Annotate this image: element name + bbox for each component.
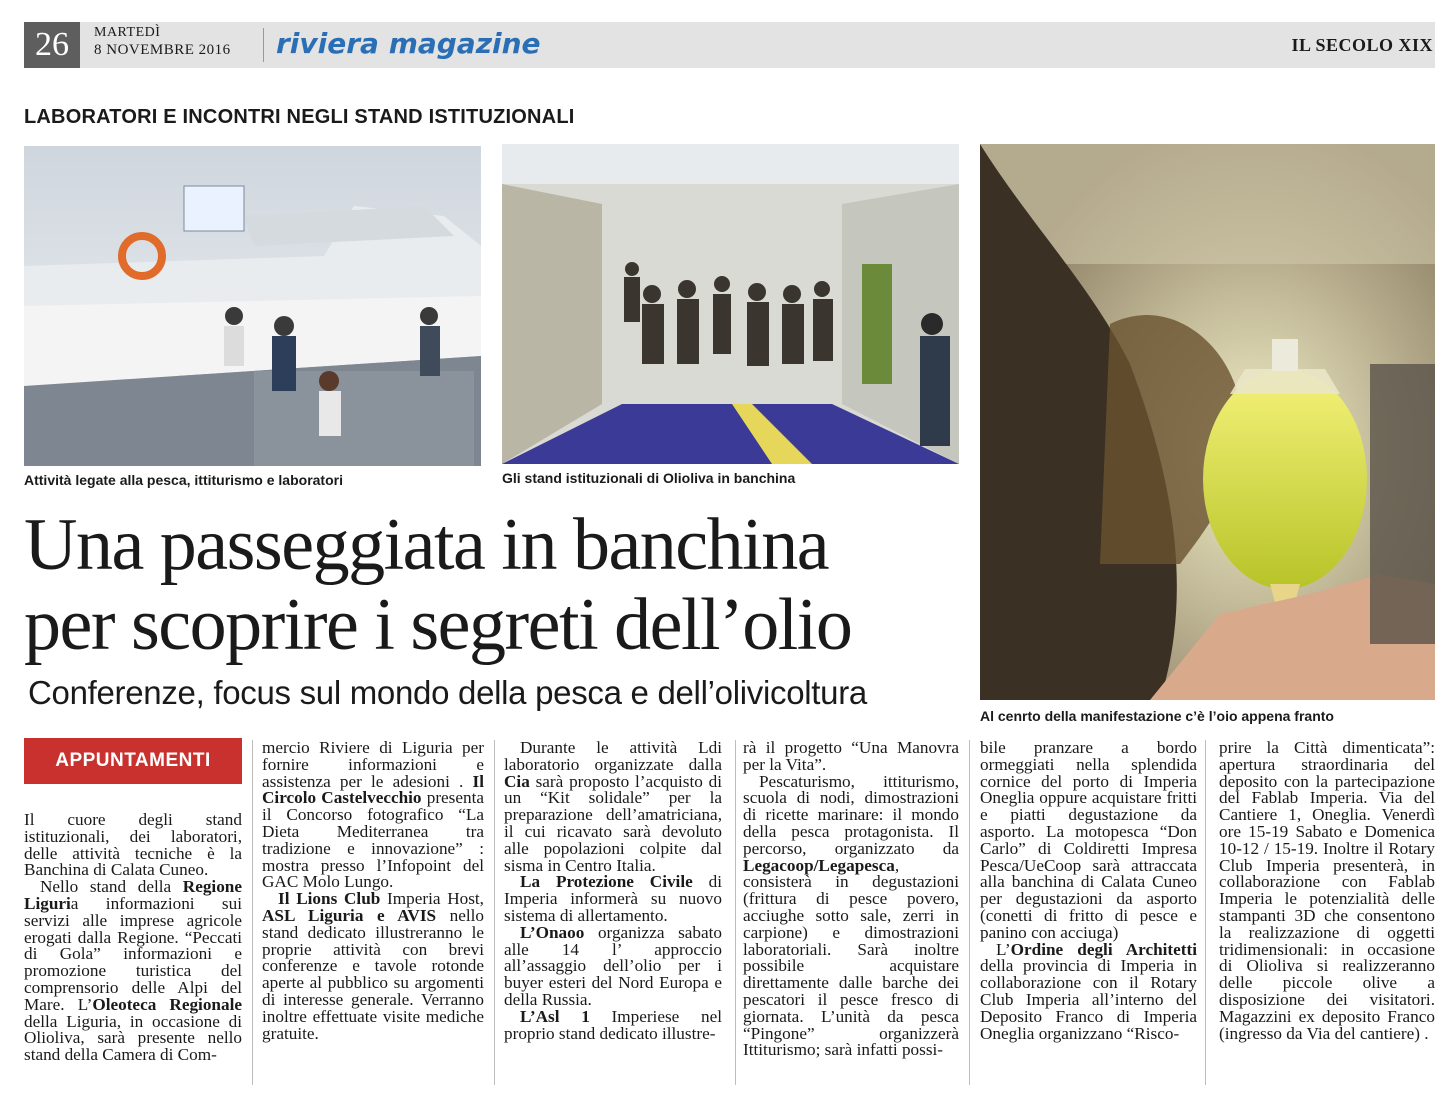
paragraph: L’Onaoo organizza sabato alle 14 l’ approccio all’assaggio dell’olio per i buyer esteri del Nord Europa e della Russia. bbox=[504, 922, 722, 1009]
paragraph: rà il progetto “Una Manovra per la Vita”. bbox=[743, 738, 959, 774]
issue-day: MARTEDÌ bbox=[94, 25, 161, 40]
article-column-4 bbox=[743, 740, 959, 1059]
article-column-2 bbox=[262, 740, 484, 1042]
stands-photo bbox=[502, 144, 959, 464]
paragraph: prire la Città dimenticata”: apertura straordinaria del deposito con la partecipazione del Fablab Imperia. Via del Cantiere 1, Oneglia. Venerdì ore 15-19 Sabato e Domenica 10-12 / 15-19. Inoltre il Rotary Club Imperia presenterà, in collaborazione con Fablab Imperia le potenzialità delle stampanti 3D che consentono la realizzazione di oggetti tridimensionali: in occasione di Olioliva si realizzeranno delle piccole olive a disposizione dei visitatori. Magazzini ex deposito Franco (ingresso da Via del cantiere) . bbox=[1219, 738, 1435, 1043]
stands-caption: Gli stand istituzionali di Olioliva in banchina bbox=[502, 470, 796, 486]
article-column-1 bbox=[24, 812, 242, 1064]
headline-line-2: per scoprire i segreti dell’olio bbox=[24, 584, 852, 666]
column-rule bbox=[735, 740, 736, 1085]
oil-caption: Al cenrto della manifestazione c’è l’oio appena franto bbox=[980, 708, 1334, 724]
paragraph: Nello stand della Regione Liguria informazioni sui servizi alle imprese agricole erogati dalla Regione. “Peccati di Gola” informazioni e promozione turistica del comprensorio delle Alpi del Mare. L’Oleoteca Regionale della Liguria, in occasione di Olioliva, sarà presente nello stand della Camera di Com- bbox=[24, 877, 242, 1065]
newspaper-name: IL SECOLO XIX bbox=[1291, 35, 1433, 55]
paragraph: Il cuore degli stand istituzionali, dei laboratori, delle attività tecniche è la Banchina di Calata Cuneo. bbox=[24, 810, 242, 880]
paragraph: Il Lions Club Imperia Host, ASL Liguria e AVIS nello stand dedicato illustreranno le proprie attività con brevi conferenze e tavole rotonde aperte al pubblico su argomenti di interesse generale. Verranno inoltre effettuate visite mediche gratuite. bbox=[262, 889, 484, 1043]
headline-line-1: Una passeggiata in banchina bbox=[24, 504, 829, 586]
paragraph: L’Asl 1 Imperiese nel proprio stand dedicato illustre- bbox=[504, 1006, 722, 1043]
page-number: 26 bbox=[24, 22, 80, 68]
column-rule bbox=[969, 740, 970, 1085]
paragraph: Durante le attività Ldi laboratorio organizzate dalla Cia sarà proposto l’acquisto di un “Kit solidale” per la preparazione dell’amatriciana, il cui ricavato sarà devoluto alle popolazioni colpite dal sisma in Centro Italia. bbox=[504, 738, 722, 875]
paragraph: mercio Riviere di Liguria per fornire informazioni e assistenza per le adesioni . Il Circolo Castelvecchio presenta il Concorso fotografico “La Dieta Mediterranea tra tradizione e innovazione” : mostra presso l’Infopoint del GAC Molo Lungo. bbox=[262, 738, 484, 892]
subheadline: Conferenze, focus sul mondo della pesca e dell’olivicoltura bbox=[28, 674, 867, 711]
article-column-5 bbox=[980, 740, 1197, 1042]
paragraph: bile pranzare a bordo ormeggiati nella splendida cornice del porto di Imperia Oneglia oppure acquistare fritti e piatti degustazione da asporto. La motopesca “Don Carlo” di Coldiretti Impresa Pesca/UeCoop sarà attraccata alla banchina di Calata Cuneo per degustazioni da asporto (conetti di fritto di pesce e panino con acciuga) bbox=[980, 738, 1197, 942]
section-title: riviera magazine bbox=[276, 27, 541, 60]
column-rule bbox=[1205, 740, 1206, 1085]
paragraph: Pescaturismo, ittiturismo, scuola di nodi, dimostrazioni di ricette marinare: il mondo della pesca protagonista. Il percorso, organizzato da Legacoop/Legapesca, consisterà in degustazioni (frittura di pesce povero, acciughe sotto sale, zerri in carpione) e dimostrazioni laboratoriali. Sarà inoltre possibile acquistare direttamente dalle barche dei pescatori il pesce fresco di giornata. L’unità da pesca “Pingone” organizzerà Ittiturismo; sarà infatti possi- bbox=[743, 771, 959, 1060]
paragraph: La Protezione Civile di Imperia informerà su nuovo sistema di allertamento. bbox=[504, 872, 723, 925]
issue-date: 8 NOVEMBRE 2016 bbox=[94, 42, 231, 58]
boat-caption: Attività legate alla pesca, ittiturismo e laboratori bbox=[24, 472, 343, 488]
article-column-3 bbox=[504, 740, 722, 1042]
paragraph: L’Ordine degli Architetti della provincia di Imperia in collaborazione con il Rotary Club Imperia all’interno del Deposito Franco di Imperia Oneglia organizzano “Risco- bbox=[980, 939, 1197, 1043]
article-column-6 bbox=[1219, 740, 1435, 1042]
appointments-label: APPUNTAMENTI bbox=[55, 750, 211, 771]
boat-photo bbox=[24, 146, 481, 466]
column-rule bbox=[494, 740, 495, 1085]
oil-photo bbox=[980, 144, 1435, 700]
column-rule bbox=[252, 740, 253, 1085]
masthead-divider bbox=[263, 28, 264, 62]
kicker: LABORATORI E INCONTRI NEGLI STAND ISTITUZIONALI bbox=[24, 106, 575, 128]
